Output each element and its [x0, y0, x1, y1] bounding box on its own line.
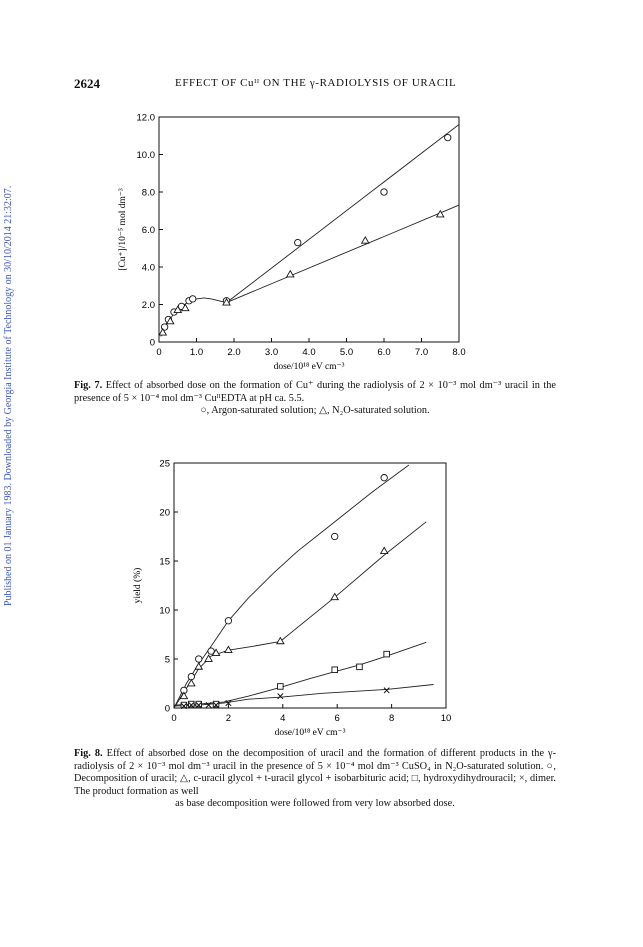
x-tick-label: 1.0 [189, 347, 204, 358]
data-point-square [384, 651, 390, 657]
x-tick-label: 5.0 [339, 347, 354, 358]
y-tick-label: 5 [164, 654, 170, 666]
data-point-cross [384, 688, 389, 693]
x-tick-label: 4 [280, 713, 286, 724]
y-tick-label: 10.0 [136, 150, 155, 161]
y-axis-label: yield (%) [133, 567, 143, 604]
data-point-square [332, 667, 338, 673]
x-tick-label: 2 [225, 713, 232, 724]
x-tick-label: 8 [388, 713, 395, 724]
y-tick-label: 0 [164, 703, 170, 715]
figure-8-caption-label: Fig. 8. [74, 748, 103, 759]
side-note-text: Published on 01 January 1983. Downloaded by Georgia Institute of Technology on 30/10/2014 21:32:07. [3, 185, 14, 606]
y-tick-label: 20 [159, 507, 170, 519]
figure-8-caption-last: as base decomposition were followed from very low absorbed dose. [175, 798, 455, 810]
x-axis-label: dose/10¹⁸ eV cm⁻³ [274, 728, 346, 738]
page-number: 2624 [74, 76, 100, 91]
y-tick-label: 12.0 [136, 112, 155, 124]
x-tick-label: 6 [334, 713, 340, 724]
y-tick-label: 2.0 [141, 300, 155, 311]
y-axis-label: [Cu⁺]/10⁻⁵ mol dm⁻³ [118, 188, 128, 271]
figure-7-caption-label: Fig. 7. [74, 380, 103, 391]
data-point-triangle [277, 638, 284, 644]
data-point-square [213, 701, 219, 707]
data-point-square [181, 702, 187, 708]
figure-8-caption [74, 748, 556, 811]
data-point-triangle [331, 593, 338, 599]
data-point-circle [381, 475, 387, 481]
y-tick-label: 10 [159, 605, 170, 617]
x-axis-label: dose/10¹⁸ eV cm⁻³ [273, 362, 345, 372]
y-tick-label: 0 [149, 337, 155, 349]
data-point-triangle [188, 680, 195, 686]
x-tick-label: 2.0 [227, 347, 241, 358]
data-point-square [189, 701, 195, 707]
figure-7-caption [74, 380, 556, 418]
data-point-circle [225, 618, 231, 624]
figure-7-caption-body: Effect of absorbed dose on the formation of Cu⁺ during the radiolysis of 2 × 10⁻³ mol dm⁻³ uracil in the presence of 5 × 10⁻⁴ mol dm⁻³ CuᴵᴵEDTA at pH ca. 5.5. [74, 380, 556, 404]
data-point-square [278, 684, 284, 690]
y-tick-label: 6.0 [141, 225, 155, 236]
x-tick-label: 10 [440, 713, 452, 724]
data-point-triangle [381, 547, 388, 553]
x-tick-label: 7.0 [414, 347, 429, 358]
figure-7-caption-last: ○, Argon-saturated solution; △, N₂O-saturated solution. [200, 405, 430, 417]
x-tick-label: 4.0 [302, 347, 316, 358]
x-tick-label: 6.0 [377, 347, 391, 358]
running-title: EFFECT OF Cuᴵᴵ ON THE γ-RADIOLYSIS OF URACIL [175, 77, 457, 89]
data-point-circle [196, 656, 202, 662]
x-tick-label: 3.0 [264, 347, 279, 358]
plot-frame [174, 463, 446, 708]
y-tick-label: 8.0 [141, 187, 155, 199]
y-tick-label: 4.0 [141, 262, 155, 274]
data-point-square [196, 701, 202, 707]
data-point-circle [332, 533, 338, 539]
y-tick-label: 15 [159, 556, 170, 568]
data-point-cross [278, 694, 283, 699]
x-tick-label: 0 [171, 713, 177, 724]
figure-8-caption-body: Effect of absorbed dose on the decomposition of uracil and the formation of different products in the γ-radiolysis of 2 × 10⁻³ mol dm⁻³ uracil in the presence of 5 × 10⁻⁴ mol dm⁻³ CuSO₄ in N₂O-saturated solution. ○, Decomposition of uracil; △, c-uracil glycol + t-uracil glycol + isobarbituric acid; □, hydroxydihydrouracil; ×, dimer. The product formation as well [74, 748, 557, 797]
x-tick-label: 8.0 [452, 347, 466, 358]
y-tick-label: 25 [159, 458, 170, 470]
x-tick-label: 0 [156, 347, 162, 358]
fit-curve [174, 465, 409, 708]
data-point-square [357, 664, 363, 670]
